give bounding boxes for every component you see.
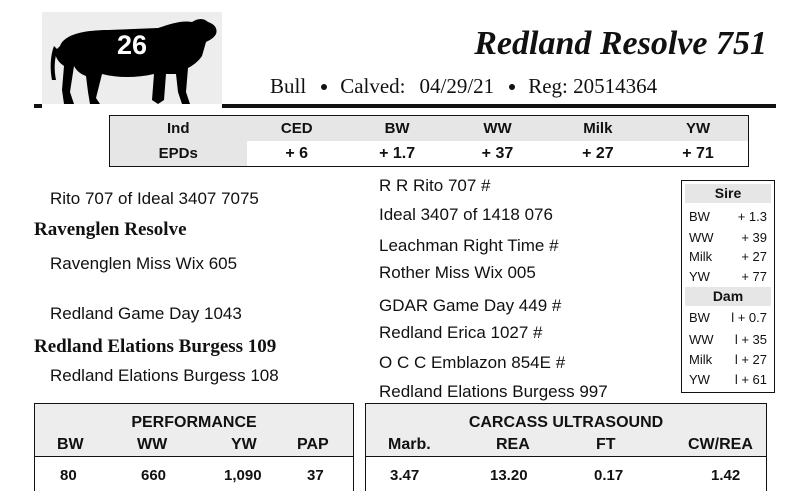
performance-value-yw: 1,090	[224, 467, 262, 484]
epd-header-bw: BW	[347, 116, 447, 142]
ggp-5: GDAR Game Day 449 #	[379, 296, 562, 315]
ggp-2: Ideal 3407 of 1418 076	[379, 205, 553, 224]
carcass-header-cw-rea: CW/REA	[688, 436, 753, 453]
lot-number: 26	[116, 30, 148, 60]
dam-dam: Redland Elations Burgess 108	[50, 366, 279, 385]
epd-header-ww: WW	[447, 116, 547, 142]
epd-value-milk: + 27	[548, 141, 648, 167]
ggp-4: Rother Miss Wix 005	[379, 263, 536, 282]
epd-header-ced: CED	[247, 116, 347, 142]
bullet-icon	[509, 84, 515, 90]
carcass-value-marb: 3.47	[390, 467, 420, 484]
header-divider-left	[34, 104, 42, 108]
reg-label: Reg:	[528, 74, 568, 98]
sex-label: Bull	[270, 74, 307, 98]
performance-value-pap: 37	[307, 467, 324, 484]
sire-dam: Ravenglen Miss Wix 605	[50, 254, 238, 273]
carcass-header-ft: FT	[596, 436, 616, 453]
epd-header-yw: YW	[648, 116, 748, 142]
ggp-3: Leachman Right Time #	[379, 236, 559, 255]
ggp-7: O C C Emblazon 854E #	[379, 353, 566, 372]
epd-value-ww: + 37	[447, 141, 547, 167]
carcass-title: CARCASS ULTRASOUND	[468, 414, 664, 431]
dam-sire: Redland Game Day 1043	[50, 304, 242, 323]
epd-value-yw: + 71	[648, 141, 748, 167]
ggp-8: Redland Elations Burgess 997	[379, 382, 608, 401]
sire-sire: Rito 707 of Ideal 3407 7075	[50, 189, 259, 208]
epd-header-milk: Milk	[548, 116, 648, 142]
performance-value-bw: 80	[60, 467, 77, 484]
performance-values	[35, 456, 353, 491]
performance-header-yw: YW	[231, 436, 257, 453]
dam-name: Redland Elations Burgess 109	[34, 336, 277, 357]
epd-value-ced: + 6	[247, 141, 347, 167]
carcass-value-ft: 0.17	[594, 467, 624, 484]
ggp-1: R R Rito 707 #	[379, 176, 491, 195]
performance-value-ww: 660	[141, 467, 167, 484]
performance-panel	[34, 403, 354, 491]
carcass-header-marb: Marb.	[388, 436, 431, 453]
calved-date: 04/29/21	[419, 74, 495, 98]
carcass-value-cw-rea: 1.42	[711, 467, 741, 484]
epd-row-label-ind: Ind	[110, 116, 247, 142]
calved-label: Calved:	[340, 74, 406, 98]
performance-header-bw: BW	[57, 436, 84, 453]
bullet-icon	[321, 84, 327, 90]
performance-title: PERFORMANCE	[131, 414, 257, 431]
header-info	[270, 74, 657, 99]
epd-value-bw: + 1.7	[347, 141, 447, 167]
carcass-header-rea: REA	[496, 436, 530, 453]
ggp-6: Redland Erica 1027 #	[379, 323, 543, 342]
header-divider	[222, 104, 776, 108]
animal-name: Redland Resolve 751	[474, 25, 767, 62]
performance-header-pap: PAP	[297, 436, 329, 453]
sire-box-title: Sire	[685, 184, 771, 203]
carcass-value-rea: 13.20	[490, 467, 528, 484]
carcass-values	[366, 456, 766, 491]
epd-row-label-epds: EPDs	[110, 141, 247, 167]
performance-header-ww: WW	[137, 436, 168, 453]
epd-table	[109, 115, 749, 167]
sire-name: Ravenglen Resolve	[34, 219, 187, 240]
carcass-panel	[365, 403, 767, 491]
sire-dam-epd-box: Sire BW + 1.3 WW + 39 Milk + 27 YW + 77 Dam BW l + 0.7 WW l + 35 Milk l + 27 YW l + 61	[681, 180, 775, 393]
reg-number: 20514364	[573, 74, 658, 98]
dam-box-title: Dam	[685, 287, 771, 306]
